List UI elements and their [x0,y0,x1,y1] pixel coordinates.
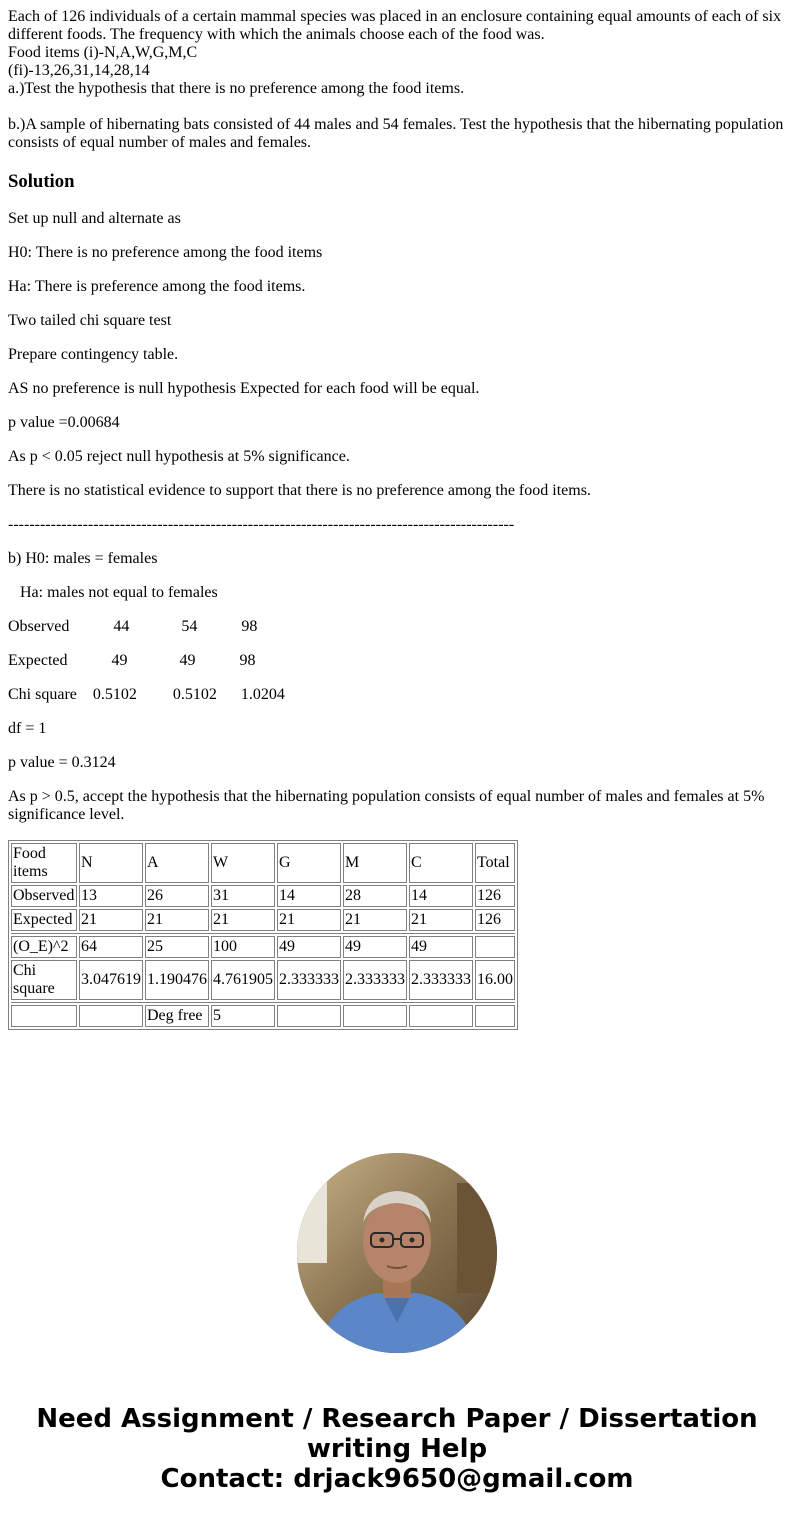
table-row-observed [11,885,515,907]
table-cell [475,1005,515,1027]
chi-square-row: Chi square 0.5102 0.5102 1.0204 [8,686,285,703]
table-cell: 21 [145,909,209,931]
table-row-blank [11,933,515,934]
table-cell: (O_E)^2 [11,936,77,958]
table-cell: C [409,843,473,883]
table-cell: 25 [145,936,209,958]
solution-paragraph: Ha: There is preference among the food items. [8,278,306,295]
table-cell: 126 [475,885,515,907]
solution-paragraph: AS no preference is null hypothesis Expected for each food will be equal. [8,380,480,397]
table-row-chi-square [11,960,515,1000]
footer-contact: Contact: drjack9650@gmail.com [160,1464,634,1494]
question-food-items: Food items (i)-N,A,W,G,M,C [8,44,198,61]
question-block [8,8,786,152]
table-cell: 21 [79,909,143,931]
table-cell: M [343,843,407,883]
df-line: df = 1 [8,720,47,737]
table-cell: 31 [211,885,275,907]
solution-paragraph: Two tailed chi square test [8,312,172,329]
table-cell: 2.333333 [343,960,407,1000]
table-cell: Food items [11,843,77,883]
table-cell: 4.761905 [211,960,275,1000]
table-cell: 49 [343,936,407,958]
table-cell [475,936,515,958]
expected-row: Expected 49 49 98 [8,652,256,669]
table-cell: 21 [343,909,407,931]
table-cell: W [211,843,275,883]
table-cell [79,1005,143,1027]
table-cell: 21 [409,909,473,931]
table-cell: 21 [211,909,275,931]
p-value-a: p value =0.00684 [8,414,120,431]
table-cell [343,1005,407,1027]
question-part-b: b.)A sample of hibernating bats consisted of 44 males and 54 females. Test the hypothesis that the hibernating population consists of equal number of males and females. [8,116,784,151]
table-cell: 3.047619 [79,960,143,1000]
table-cell: 2.333333 [409,960,473,1000]
table-cell: 100 [211,936,275,958]
question-frequencies: (fi)-13,26,31,14,28,14 [8,62,150,79]
solution-paragraph: Set up null and alternate as [8,210,181,227]
hypothesis-b-null: b) H0: males = females [8,550,158,567]
solution-block [8,210,786,824]
question-part-a: a.)Test the hypothesis that there is no preference among the food items. [8,80,465,97]
hypothesis-b-alt: Ha: males not equal to females [8,584,218,601]
table-cell: 5 [211,1005,275,1027]
table-cell: 14 [409,885,473,907]
table-cell: 14 [277,885,341,907]
table-cell: 28 [343,885,407,907]
solution-paragraph: H0: There is no preference among the food items [8,244,323,261]
p-value-b: p value = 0.3124 [8,754,116,771]
observed-row: Observed 44 54 98 [8,618,258,635]
document-body [8,8,786,1030]
table-row-diff-squared [11,936,515,958]
author-photo [297,1153,497,1353]
table-row-blank [11,1002,515,1003]
table-cell: 26 [145,885,209,907]
table-cell: N [79,843,143,883]
table-cell: 64 [79,936,143,958]
table-cell: 16.00 [475,960,515,1000]
table-cell: 49 [277,936,341,958]
solution-paragraph: Prepare contingency table. [8,346,179,363]
conclusion-a: There is no statistical evidence to support that there is no preference among the food items. [8,482,591,499]
table-cell: 13 [79,885,143,907]
table-cell: G [277,843,341,883]
solution-heading: Solution [8,171,75,192]
table-cell: 126 [475,909,515,931]
table-cell: Observed [11,885,77,907]
table-row-expected [11,909,515,931]
table-cell: A [145,843,209,883]
question-intro: Each of 126 individuals of a certain mammal species was placed in an enclosure containing equal amounts of each of six different foods. The frequency with which the animals choose each of the food was. [8,8,782,43]
table-cell [409,1005,473,1027]
chi-square-table [8,840,518,1030]
table-cell: 21 [277,909,341,931]
table-cell: Deg free [145,1005,209,1027]
footer-advertisement [0,1404,794,1494]
table-cell: 1.190476 [145,960,209,1000]
footer-line-1: Need Assignment / Research Paper / Dissertation [36,1404,758,1434]
table-cell: Expected [11,909,77,931]
person-portrait-icon [297,1153,497,1353]
solution-paragraph: As p < 0.05 reject null hypothesis at 5% significance. [8,448,350,465]
table-header-row [11,843,515,883]
table-cell: Total [475,843,515,883]
table-cell [11,1005,77,1027]
footer-line-2: writing Help [306,1434,488,1464]
conclusion-b: As p > 0.5, accept the hypothesis that the hibernating population consists of equal number of males and females at 5% significance level. [8,788,765,823]
table-row-deg-free [11,1005,515,1027]
table-cell: 2.333333 [277,960,341,1000]
table-cell: 49 [409,936,473,958]
table-cell: Chi square [11,960,77,1000]
divider-line: ----------------------------------------------------------------------------------------------- [8,516,515,533]
table-cell [277,1005,341,1027]
